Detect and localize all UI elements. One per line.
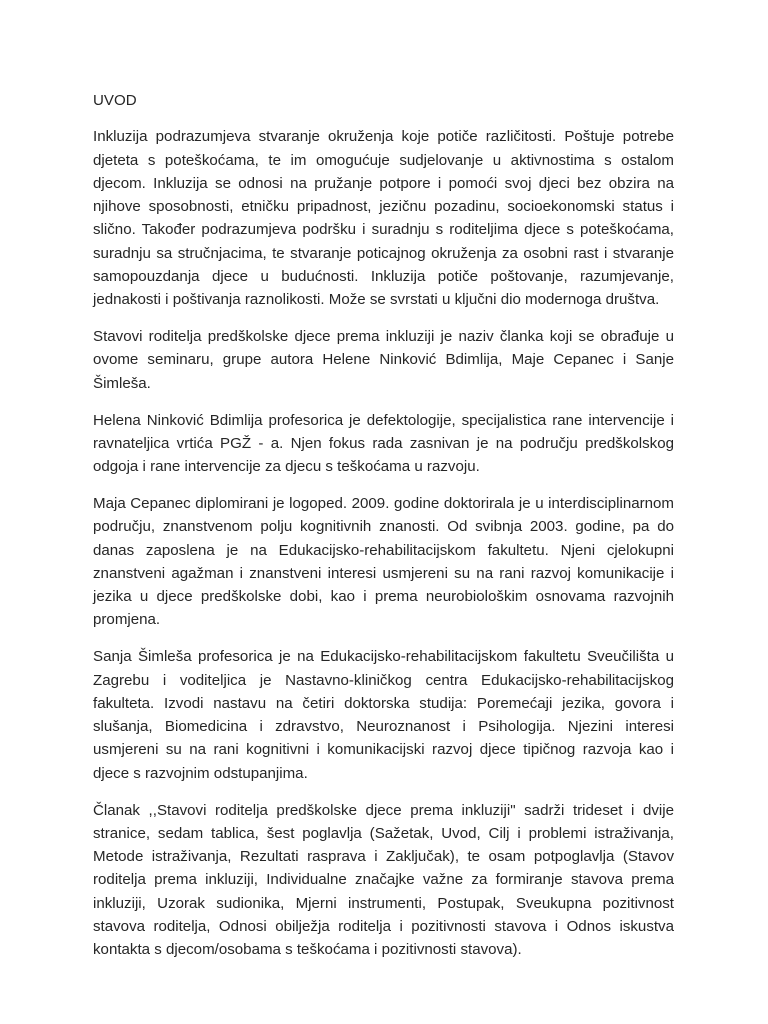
paragraph-author-ninkovic: Helena Ninković Bdimlija profesorica je defektologije, specijalistica rane intervencije i ravnateljica vrtića PGŽ - a. Njen fokus rada zasnivan je na području predškolskog odgoja i rane intervencije za djecu s teškoćama u razvoju. xyxy=(93,411,674,476)
paragraph-article-structure: Članak ,,Stavovi roditelja predškolske djece prema inkluziji" sadrži trideset i dvije stranice, sedam tablica, šest poglavlja (Sažetak, Uvod, Cilj i problemi istraživanja, Metode istraživanja, Rezultati rasprava i Zaključak), te osam potpoglavlja (Stavov roditelja prema inkluziji, Individualne značajke važne za formiranje stavova prema inkluziji, Uzorak sudionika, Mjerni instrumenti, Postupak, Sveukupna pozitivnost stavova roditelja, Odnosi obilježja roditelja i pozitivnosti stavova i Odnos iskustva kontakta s djecom/osobama s teškoćama i pozitivnosti stavova). xyxy=(93,801,674,959)
paragraph-article: Stavovi roditelja predškolske djece prema inkluziji je naziv članka koji se obrađuje u ovome seminaru, grupe autora Helene Ninković Bdimlija, Maje Cepanec i Sanje Šimleša. xyxy=(93,328,674,392)
section-heading: UVOD xyxy=(93,92,137,109)
paragraph-author-cepanec: Maja Cepanec diplomirani je logoped. 2009. godine doktorirala je u interdisciplinarnom području, znanstvenom polju kognitivnih znanosti. Od svibnja 2003. godine, pa do danas zaposlena je na Edukacijsko-rehabilitacijskom fakultetu. Njeni cjelokupni znanstveni agažman i znanstveni interesi usmjereni su na rani razvoj komunikacije i jezika u djece predškolske dobi, kao i prema neurobiološkim osnovama razvojnih promjena. xyxy=(93,494,674,629)
paragraph-intro: Inkluzija podrazumjeva stvaranje okruženja koje potiče različitosti. Poštuje potrebe djeteta s poteškoćama, te im omogućuje sudjelovanje u aktivnostima s ostalom djecom. Inkluzija se odnosi na pružanje potpore i pomoći svoj djeci bez obzira na njihove sposobnosti, etničku pripadnost, jezičnu pozadinu, socioekonomski status i slično. Također podrazumjeva podršku i suradnju s roditeljima djece s poteškoćama, suradnju sa stručnjacima, te stvaranje poticajnog okruženja za osobni rast i stvaranje samopouzdanja djece u budućnosti. Inkluzija potiče poštovanje, razumjevanje, jednakosti i poštivanja raznolikosti. Može se svrstati u ključni dio modernoga društva. xyxy=(93,128,674,309)
document-body xyxy=(93,89,674,962)
paragraph-author-simlesa: Sanja Šimleša profesorica je na Edukacijsko-rehabilitacijskom fakultetu Sveučilišta u Zagrebu i voditeljica je Nastavno-kliničkog centra Edukacijsko-rehabilitacijskog fakulteta. Izvodi nastavu na četiri doktorska studija: Poremećaji jezika, govora i slušanja, Biomedicina i zdravstvo, Neuroznanost i Psihologija. Njezini interesi usmjereni su na rani kognitivni i komunikacijski razvoj djece tipičnog razvoja kao i djece s razvojnim odstupanjima. xyxy=(93,648,674,782)
